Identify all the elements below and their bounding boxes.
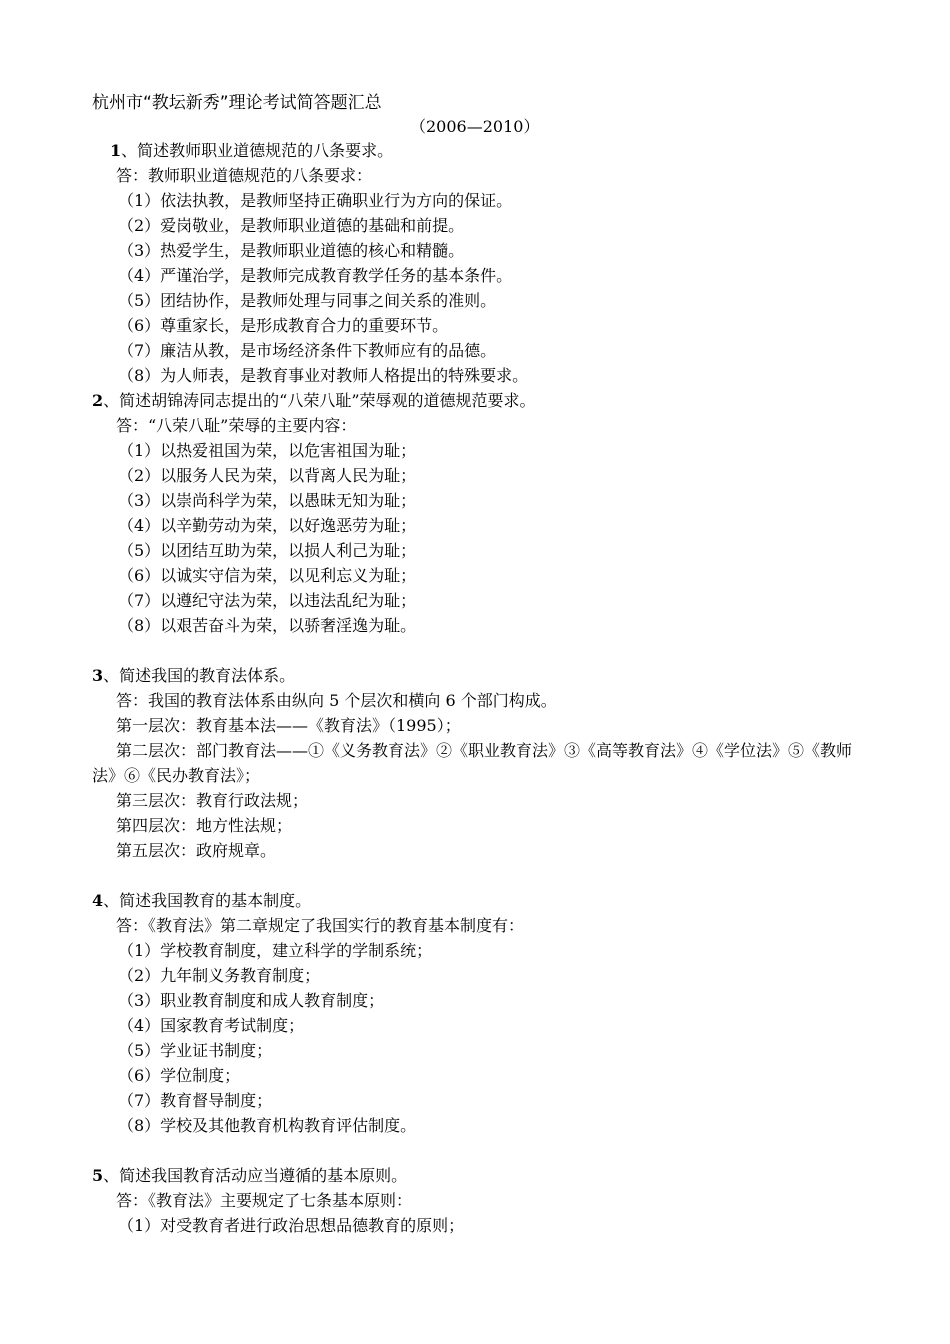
spacer [92,863,872,888]
question-text: 、简述教师职业道德规范的八条要求。 [121,141,394,160]
question-text: 、简述我国的教育法体系。 [103,666,296,685]
answer-4: 答：《教育法》第二章规定了我国实行的教育基本制度有： [116,916,525,935]
level-item: 第二层次：部门教育法——①《义务教育法》②《职业教育法》③《高等教育法》④《学位法》⑤《教师法》⑥《民办教育法》； [92,741,853,785]
question-5 [92,1163,872,1188]
list-item: （7）以遵纪守法为荣，以违法乱纪为耻； [118,591,417,610]
spacer [92,638,872,663]
question-number: 5 [92,1166,104,1185]
question-text: 、简述胡锦涛同志提出的“八荣八耻”荣辱观的道德规范要求。 [103,391,536,410]
question-text: 、简述我国教育活动应当遵循的基本原则。 [103,1166,408,1185]
list-item: （3）以崇尚科学为荣，以愚昧无知为耻； [118,491,417,510]
document-body [92,138,872,1238]
list-item: （8）为人师表，是教育事业对教师人格提出的特殊要求。 [118,366,529,385]
question-text: 、简述我国教育的基本制度。 [103,891,312,910]
list-item: （1）对受教育者进行政治思想品德教育的原则； [118,1216,465,1235]
list-item: （6）学位制度； [118,1066,241,1085]
list-item: （1）学校教育制度，建立科学的学制系统； [118,941,433,960]
question-1 [92,138,872,163]
list-item: （8）学校及其他教育机构教育评估制度。 [118,1116,417,1135]
list-item: （5）学业证书制度； [118,1041,273,1060]
question-number: 2 [92,391,104,410]
list-item: （1）以热爱祖国为荣，以危害祖国为耻； [118,441,417,460]
list-item: （2）以服务人民为荣，以背离人民为耻； [118,466,417,485]
list-item: （7）教育督导制度； [118,1091,273,1110]
answer-3: 答：我国的教育法体系由纵向 5 个层次和横向 6 个部门构成。 [116,691,557,710]
answer-5: 答：《教育法》主要规定了七条基本原则： [116,1191,413,1210]
document-title: 杭州市“教坛新秀”理论考试简答题汇总 [92,93,382,113]
list-item: （5）团结协作，是教师处理与同事之间关系的准则。 [118,291,497,310]
list-item: （3）职业教育制度和成人教育制度； [118,991,385,1010]
list-item: （4）严谨治学，是教师完成教育教学任务的基本条件。 [118,266,513,285]
list-item: （8）以艰苦奋斗为荣，以骄奢淫逸为耻。 [118,616,417,635]
level-item: 第四层次：地方性法规； [116,816,293,835]
list-item: （1）依法执教，是教师坚持正确职业行为方向的保证。 [118,191,513,210]
list-item: （2）爱岗敬业，是教师职业道德的基础和前提。 [118,216,465,235]
answer-1: 答：教师职业道德规范的八条要求： [116,166,373,185]
question-number: 1 [110,141,122,160]
level-item: 第五层次：政府规章。 [116,841,277,860]
list-item: （4）国家教育考试制度； [118,1016,305,1035]
question-4 [92,888,872,913]
level-item: 第一层次：教育基本法——《教育法》（1995）； [116,716,461,735]
question-3 [92,663,872,688]
list-item: （6）以诚实守信为荣，以见利忘义为耻； [118,566,417,585]
list-item: （2）九年制义务教育制度； [118,966,321,985]
answer-2: 答：“八荣八耻”荣辱的主要内容： [116,416,357,435]
question-number: 3 [92,666,104,685]
question-2 [92,388,872,413]
spacer [92,1138,872,1163]
list-item: （3）热爱学生，是教师职业道德的核心和精髓。 [118,241,465,260]
list-item: （6）尊重家长，是形成教育合力的重要环节。 [118,316,449,335]
list-item: （7）廉洁从教，是市场经济条件下教师应有的品德。 [118,341,497,360]
level-item: 第三层次：教育行政法规； [116,791,309,810]
question-number: 4 [92,891,104,910]
list-item: （4）以辛勤劳动为荣，以好逸恶劳为耻； [118,516,417,535]
list-item: （5）以团结互助为荣，以损人利己为耻； [118,541,417,560]
document-years: （2006—2010） [410,117,540,136]
